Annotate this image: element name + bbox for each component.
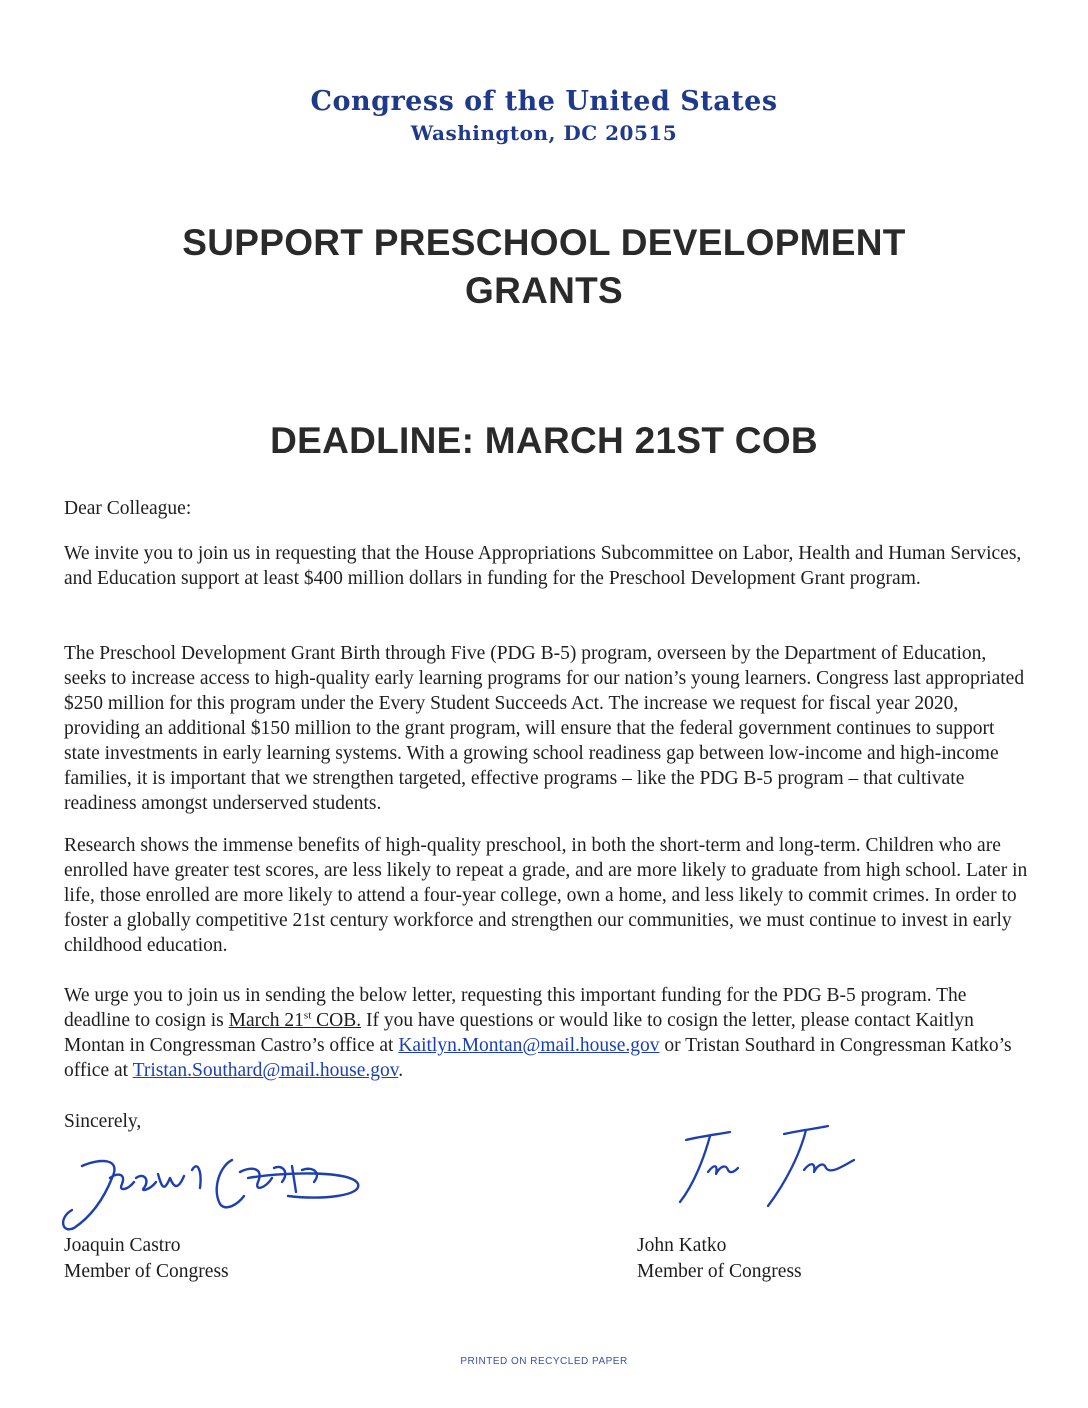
paragraph-program: The Preschool Development Grant Birth through Five (PDG B-5) program, overseen by the Department of Education, seeks to increase access to high-quality early learning programs for our nation’s young learners. Congress last appropriated $250 million for this program under the Every Student Succeeds Act. The increase we request for fiscal year 2020, providing an additional $150 million to the grant program, will ensure that the federal government continues to support state investments in early learning systems. With a growing school readiness gap between low-income and high-income families, it is important that we strengthen targeted, effective programs – like the PDG B-5 program – that cultivate readiness amongst underserved students. bbox=[64, 643, 1025, 814]
signer-name: Joaquin Castro bbox=[64, 1235, 181, 1256]
recycled-paper-note: PRINTED ON RECYCLED PAPER bbox=[460, 1356, 628, 1367]
signer-name: John Katko bbox=[637, 1235, 727, 1256]
headline-line-1: SUPPORT PRESCHOOL DEVELOPMENT bbox=[182, 222, 906, 263]
signature-castro bbox=[52, 1148, 372, 1238]
request-text-3: or Tristan Southard in Congressman Katko’s office at bbox=[64, 1035, 1012, 1081]
request-text-2: If you have questions or would like to cosign the letter, please contact Kaitlyn Montan in Congressman Castro’s office at bbox=[64, 1010, 974, 1056]
signature-katko bbox=[668, 1118, 878, 1218]
salutation: Dear Colleague: bbox=[64, 498, 192, 519]
letterhead-title: Congress of the United States bbox=[310, 86, 778, 117]
letterhead-address: Washington, DC 20515 bbox=[410, 121, 678, 145]
paragraph-research: Research shows the immense benefits of high-quality preschool, in both the short-term and long-term. Children who are enrolled have greater test scores, are less likely to repeat a grade, and are more likely to graduate from high school. Later in life, those enrolled are more likely to attend a four-year college, own a home, and less likely to commit crimes. In order to foster a globally competitive 21st century workforce and strengthen our communities, we must continue to invest in early childhood education. bbox=[64, 835, 1028, 956]
paragraph-request bbox=[64, 983, 1029, 1083]
request-text-4: . bbox=[398, 1060, 404, 1081]
deadline-date-suffix: st bbox=[303, 1009, 312, 1022]
email-link-katko[interactable]: Tristan.Southard@mail.house.gov bbox=[132, 1060, 399, 1081]
email-link-castro[interactable]: Kaitlyn.Montan@mail.house.gov bbox=[398, 1035, 660, 1056]
signer-title: Member of Congress bbox=[64, 1261, 229, 1282]
paragraph-intro: We invite you to join us in requesting that the House Appropriations Subcommittee on Labor, Health and Human Services, and Education support at least $400 million dollars in funding for the Preschool Development Grant program. bbox=[64, 543, 1022, 589]
deadline-date bbox=[229, 1010, 361, 1031]
signer-block-katko bbox=[637, 1233, 802, 1285]
deadline-heading: DEADLINE: MARCH 21ST COB bbox=[270, 420, 818, 461]
request-text-1: We urge you to join us in sending the below letter, requesting this important funding for the PDG B-5 program. The deadline to cosign is bbox=[64, 985, 967, 1031]
headline-line-2: GRANTS bbox=[464, 270, 624, 311]
closing: Sincerely, bbox=[64, 1111, 142, 1132]
deadline-date-main: March 21 bbox=[228, 1010, 304, 1031]
signer-block-castro bbox=[64, 1233, 229, 1285]
deadline-date-tail: COB. bbox=[311, 1010, 362, 1031]
signer-title: Member of Congress bbox=[637, 1261, 802, 1282]
